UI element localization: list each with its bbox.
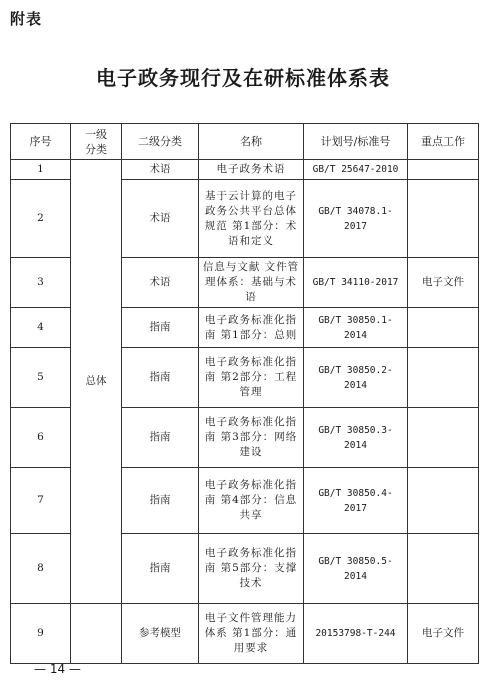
cell-name: 电子政务标准化指南 第1部分：总则 — [199, 308, 304, 348]
cell-focus — [408, 348, 479, 408]
cell-seq: 7 — [11, 468, 71, 534]
cell-seq: 9 — [11, 604, 71, 664]
header-focus: 重点工作 — [408, 124, 479, 160]
page-number: — 14 — — [34, 662, 81, 676]
cell-seq: 8 — [11, 534, 71, 604]
cell-category-1-merged: 总体 — [71, 160, 122, 604]
cell-code: GB/T 34078.1-2017 — [304, 180, 408, 258]
cell-category-2: 参考模型 — [122, 604, 199, 664]
cell-seq: 2 — [11, 180, 71, 258]
standards-table — [10, 123, 479, 664]
header-category-1-text: 一级 分类 — [85, 127, 107, 156]
cell-seq: 1 — [11, 160, 71, 180]
cell-code: GB/T 30850.4-2017 — [304, 468, 408, 534]
cell-focus: 电子文件 — [408, 604, 479, 664]
cell-category-2: 指南 — [122, 348, 199, 408]
cell-seq: 5 — [11, 348, 71, 408]
cell-code: GB/T 30850.1-2014 — [304, 308, 408, 348]
table-header-row — [11, 124, 479, 160]
cell-code: GB/T 30850.3-2014 — [304, 408, 408, 468]
appendix-label: 附表 — [10, 10, 43, 28]
cell-code: 20153798-T-244 — [304, 604, 408, 664]
header-name: 名称 — [199, 124, 304, 160]
cell-focus — [408, 534, 479, 604]
cell-focus: 电子文件 — [408, 258, 479, 308]
header-seq: 序号 — [11, 124, 71, 160]
cell-category-2: 指南 — [122, 468, 199, 534]
cell-name: 电子政务标准化指南 第2部分：工程管理 — [199, 348, 304, 408]
cell-focus — [408, 308, 479, 348]
cell-code: GB/T 34110-2017 — [304, 258, 408, 308]
cell-focus — [408, 180, 479, 258]
cell-name: 基于云计算的电子政务公共平台总体规范 第1部分：术语和定义 — [199, 180, 304, 258]
cell-name: 信息与文献 文件管理体系：基础与术语 — [199, 258, 304, 308]
document-title: 电子政务现行及在研标准体系表 — [96, 66, 390, 90]
header-code: 计划号/标准号 — [304, 124, 408, 160]
cell-seq: 4 — [11, 308, 71, 348]
cell-name: 电子政务标准化指南 第5部分：支撑技术 — [199, 534, 304, 604]
cell-code: GB/T 30850.5-2014 — [304, 534, 408, 604]
cell-focus — [408, 468, 479, 534]
cell-name: 电子政务标准化指南 第4部分：信息共享 — [199, 468, 304, 534]
header-category-2: 二级分类 — [122, 124, 199, 160]
cell-category-2: 术语 — [122, 160, 199, 180]
cell-category-1 — [71, 604, 122, 664]
cell-category-2: 术语 — [122, 180, 199, 258]
table-row — [11, 604, 479, 664]
cell-name: 电子政务标准化指南 第3部分：网络建设 — [199, 408, 304, 468]
table-row — [11, 160, 479, 180]
cell-category-2: 指南 — [122, 308, 199, 348]
cell-category-2: 术语 — [122, 258, 199, 308]
cell-name: 电子政务术语 — [199, 160, 304, 180]
cell-code: GB/T 25647-2010 — [304, 160, 408, 180]
header-category-1 — [71, 124, 122, 160]
cell-name: 电子文件管理能力体系 第1部分：通用要求 — [199, 604, 304, 664]
cell-code: GB/T 30850.2-2014 — [304, 348, 408, 408]
cell-category-2: 指南 — [122, 408, 199, 468]
cell-focus — [408, 160, 479, 180]
cell-focus — [408, 408, 479, 468]
cell-category-2: 指南 — [122, 534, 199, 604]
cell-seq: 6 — [11, 408, 71, 468]
cell-seq: 3 — [11, 258, 71, 308]
